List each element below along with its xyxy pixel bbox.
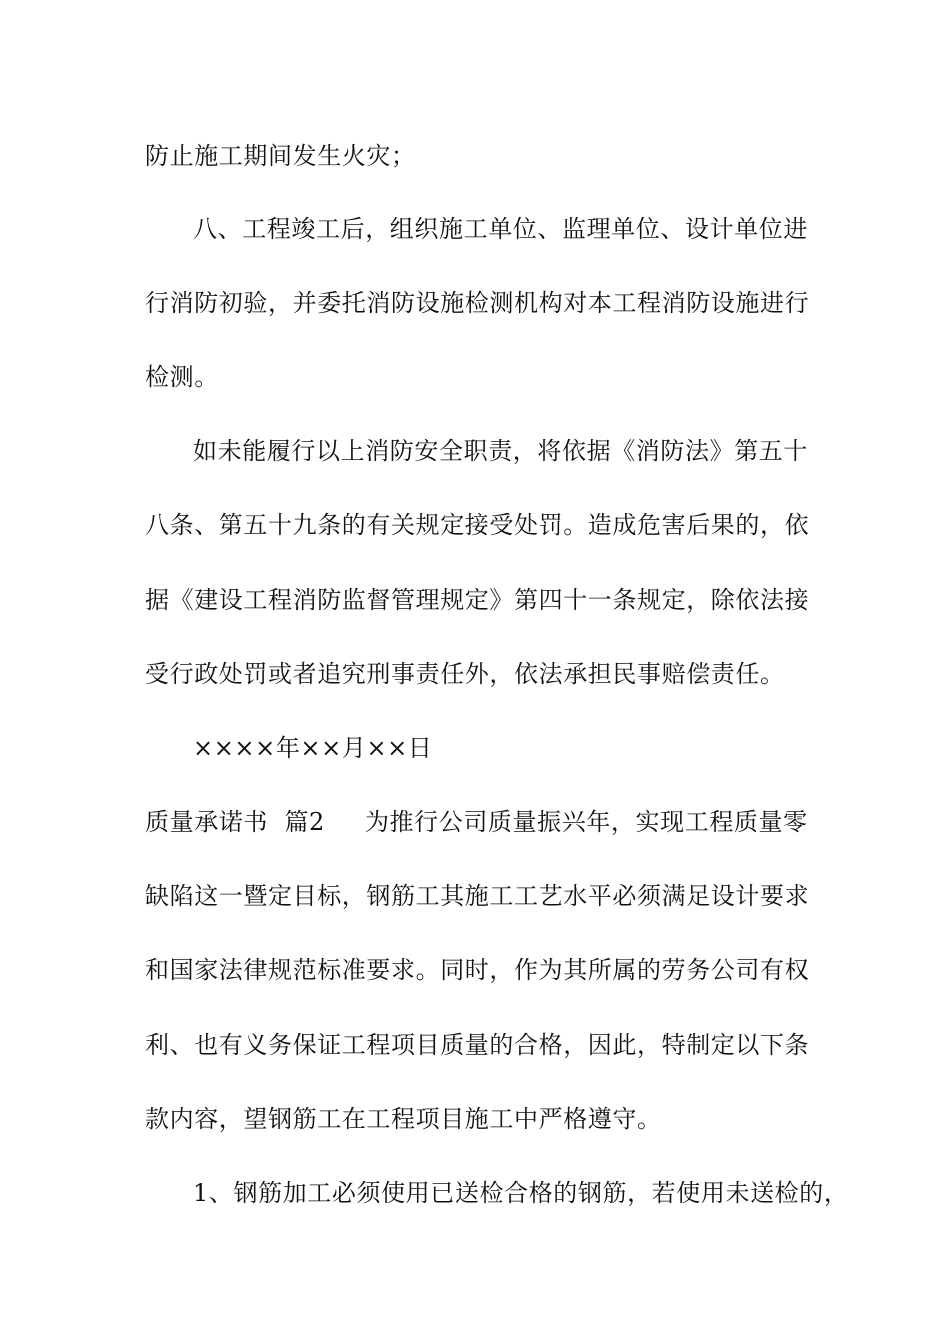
section-heading-line	[145, 807, 808, 837]
section-title: 质量承诺书 篇2	[145, 808, 325, 836]
paragraph-line: 据《建设工程消防监督管理规定》第四十一条规定，除依法接	[145, 586, 810, 614]
paragraph-line: 防止施工期间发生火灾；	[145, 142, 416, 170]
paragraph-line: 检测。	[145, 363, 219, 391]
paragraph-line: 八、工程竣工后，组织施工单位、监理单位、设计单位进	[193, 215, 808, 243]
date-line: ××××年××月××日	[193, 734, 433, 762]
paragraph-line: 和国家法律规范标准要求。同时，作为其所属的劳务公司有权	[145, 956, 810, 984]
paragraph-line: 八条、第五十九条的有关规定接受处罚。造成危害后果的，依	[145, 511, 810, 539]
paragraph-line: 利、也有义务保证工程项目质量的合格，因此，特制定以下条	[145, 1031, 810, 1059]
paragraph-line: 缺陷这一暨定目标，钢筋工其施工工艺水平必须满足设计要求	[145, 882, 810, 910]
paragraph-line: 如未能履行以上消防安全职责，将依据《消防法》第五十	[193, 437, 808, 465]
paragraph-line: 受行政处罚或者追究刑事责任外，依法承担民事赔偿责任。	[145, 660, 785, 688]
paragraph-line: 行消防初验，并委托消防设施检测机构对本工程消防设施进行	[145, 289, 810, 317]
paragraph-line: 款内容，望钢筋工在工程项目施工中严格遵守。	[145, 1105, 662, 1133]
section-first-line: 为推行公司质量振兴年，实现工程质量零	[364, 808, 808, 836]
paragraph-line: 1、钢筋加工必须使用已送检合格的钢筋，若使用未送检的，	[193, 1179, 849, 1207]
